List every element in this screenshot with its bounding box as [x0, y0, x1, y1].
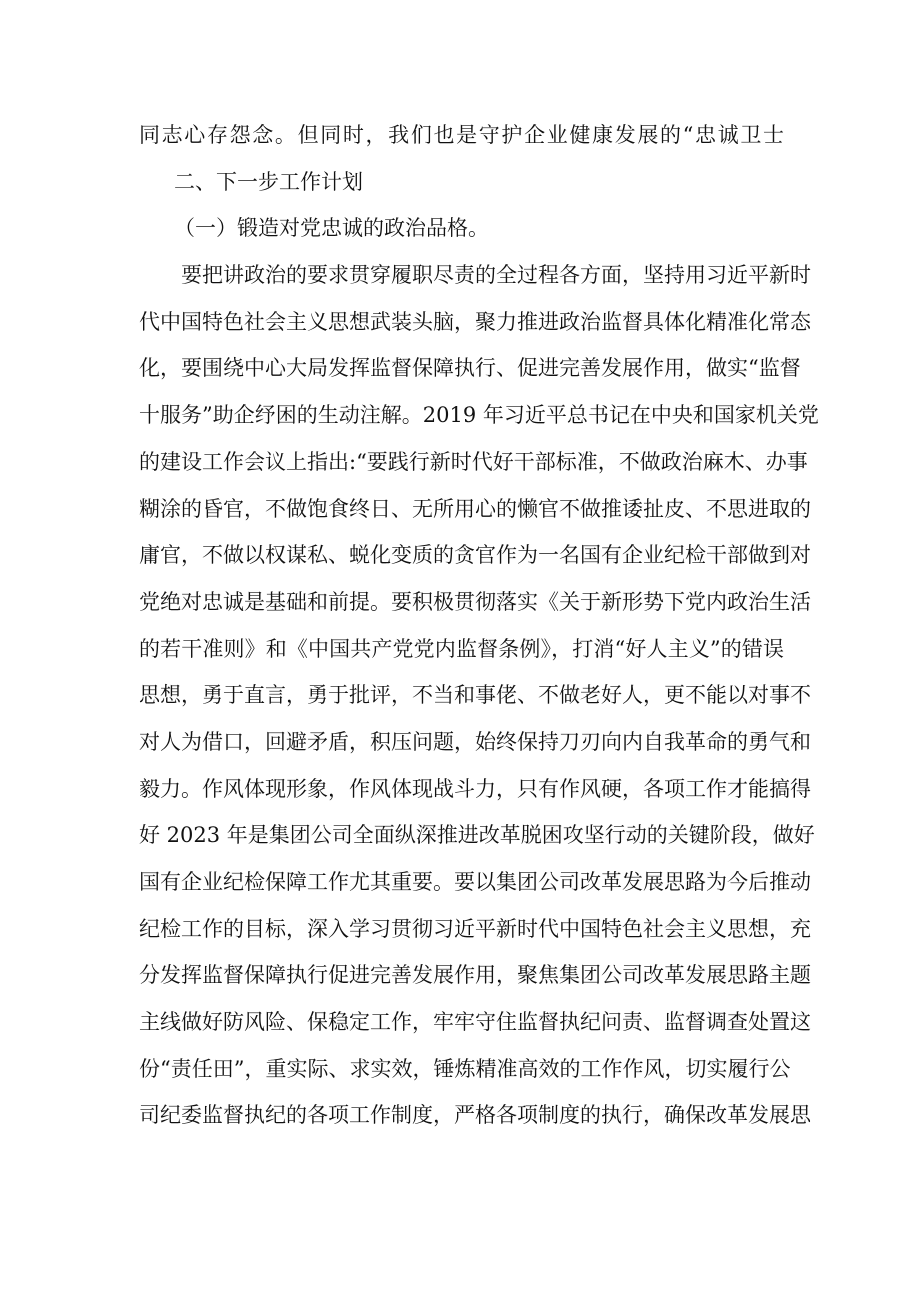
paragraph-line: 好 2023 年是集团公司全面纵深推进改革脱困攻坚行动的关键阶段，做好 — [139, 823, 815, 848]
opening-line: 同志心存怨念。但同时，我们也是守护企业健康发展的“忠诚卫士 — [139, 123, 784, 147]
paragraph-line: 份“责任田”，重实际、求实效，锤炼精准高效的工作作风，切实履行公 — [139, 1056, 791, 1081]
paragraph-line: 十服务”助企纾困的生动注解。2019 年习近平总书记在中央和国家机关党 — [139, 403, 819, 428]
paragraph-line: 分发挥监督保障执行促进完善发展作用，聚焦集团公司改革发展思路主题 — [139, 963, 811, 988]
body-paragraph — [139, 252, 819, 1139]
paragraph-line: 国有企业纪检保障工作尤其重要。要以集团公司改革发展思路为今后推动 — [139, 870, 811, 894]
paragraph-line: 的建设工作会议上指出:“要践行新时代好干部标准，不做政治麻木、办事 — [139, 449, 808, 474]
paragraph-line: 主线做好防风险、保稳定工作，牢牢守住监督执纪问责、监督调查处置这 — [139, 1010, 811, 1035]
paragraph-line: 党绝对忠诚是基础和前提。要积极贯彻落实《关于新形势下党内政治生活 — [139, 589, 811, 614]
paragraph-line: 代中国特色社会主义思想武装头脑，聚力推进政治监督具体化精准化常态 — [139, 309, 811, 334]
paragraph-line: 司纪委监督执纪的各项工作制度，严格各项制度的执行，确保改革发展思 — [139, 1103, 811, 1128]
paragraph-line: 糊涂的昏官，不做饱食终日、无所用心的懒官不做推诿扯皮、不思进取的 — [139, 496, 811, 521]
paragraph-line: 要把讲政治的要求贯穿履职尽责的全过程各方面，坚持用习近平新时 — [181, 263, 811, 288]
paragraph-line: 思想，勇于直言，勇于批评，不当和事佬、不做老好人，更不能以对事不 — [139, 683, 811, 708]
paragraph-line: 化，要围绕中心大局发挥监督保障执行、促进完善发展作用，做实“监督 — [139, 356, 801, 381]
paragraph-line: 的若干准则》和《中国共产党党内监督条例》，打消“好人主义”的错误 — [139, 636, 784, 661]
paragraph-line: 庸官，不做以权谋私、蜕化变质的贪官作为一名国有企业纪检干部做到对 — [139, 543, 811, 568]
subsection-heading: （一）锻造对党忠诚的政治品格。 — [174, 216, 489, 241]
paragraph-line: 对人为借口，回避矛盾，积压问题，始终保持刀刃向内自我革命的勇气和 — [139, 729, 811, 754]
section-heading: 二、下一步工作计划 — [174, 169, 363, 194]
document-body — [139, 112, 819, 1139]
paragraph-line: 纪检工作的目标，深入学习贯彻习近平新时代中国特色社会主义思想，充 — [139, 916, 811, 941]
paragraph-line: 毅力。作风体现形象，作风体现战斗力，只有作风硬，各项工作才能搞得 — [139, 776, 811, 801]
